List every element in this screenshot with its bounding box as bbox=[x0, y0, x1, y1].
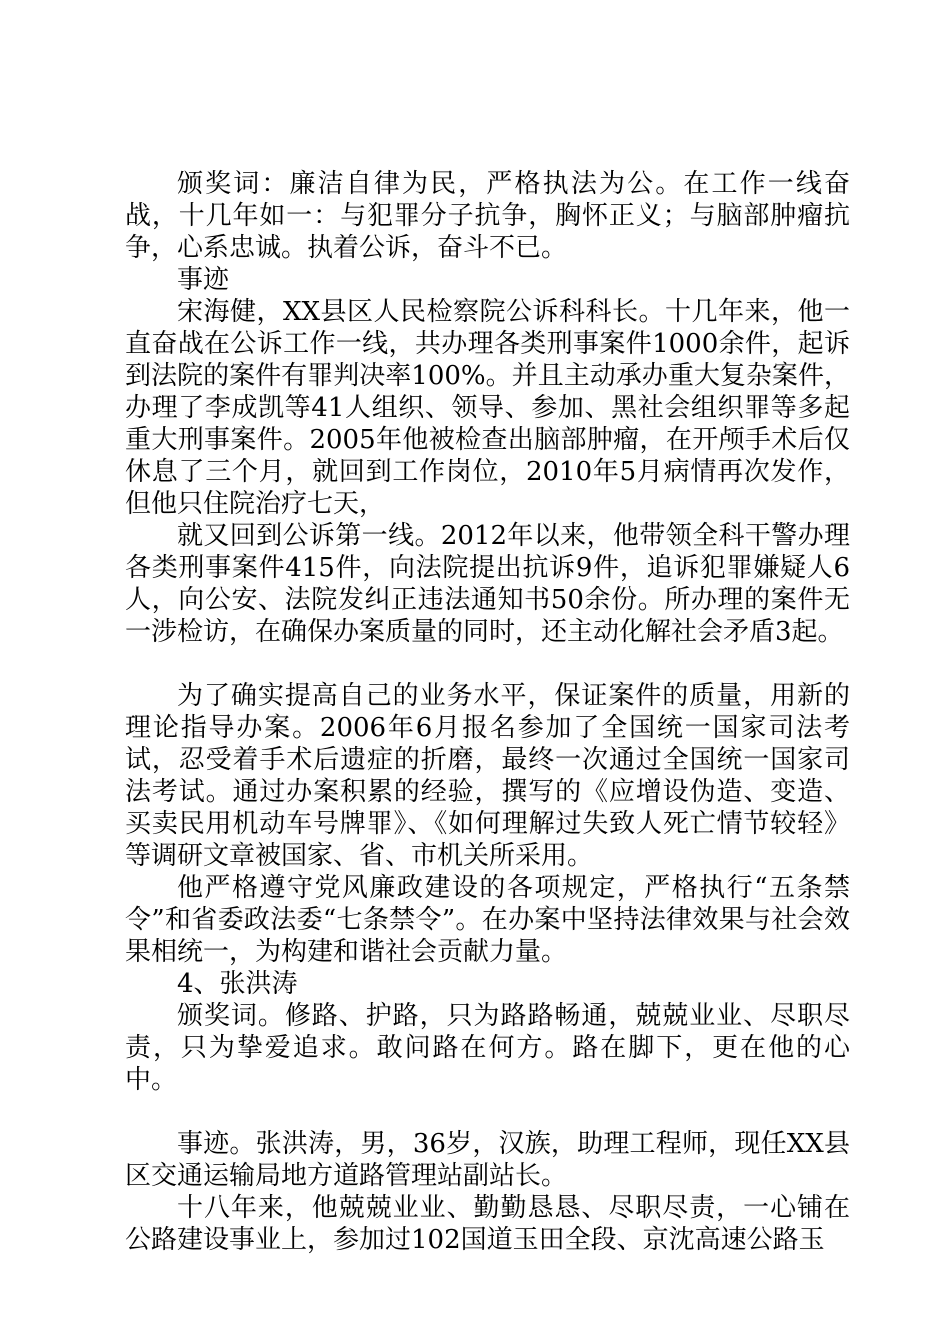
paragraph-spacer bbox=[125, 1096, 850, 1128]
deeds-paragraph-1: 宋海健，XX县区人民检察院公诉科科长。十几年来，他一直奋战在公诉工作一线，共办理各类刑事案件1000余件，起诉到法院的案件有罪判决率100%。并且主动承办重大复杂案件，办理了李成凯等41人组织、领导、参加、黑社会组织罪等多起重大刑事案件。2005年他被检查出脑部肿瘤，在开颅手术后仅休息了三个月，就回到工作岗位，2010年5月病情再次发作，但他只住院治疗七天， bbox=[125, 297, 850, 519]
award-citation-paragraph-1: 颁奖词：廉洁自律为民，严格执法为公。在工作一线奋战，十几年如一：与犯罪分子抗争，胸怀正义；与脑部肿瘤抗争，心系忠诚。执着公诉，奋斗不已。 bbox=[125, 169, 850, 263]
deeds-paragraph-2: 就又回到公诉第一线。2012年以来，他带领全科干警办理各类刑事案件415件，向法院提出抗诉9件，追诉犯罪嫌疑人6人，向公安、法院发纠正违法通知书50余份。所办理的案件无一涉检访，在确保办案质量的同时，还主动化解社会矛盾3起。 bbox=[125, 521, 850, 647]
deeds-heading-1: 事迹 bbox=[177, 265, 230, 295]
award-citation-paragraph-2: 颁奖词。修路、护路，只为路路畅通，兢兢业业、尽职尽责，只为挚爱追求。敢问路在何方。路在脚下，更在他的心中。 bbox=[125, 1001, 850, 1095]
section-heading-4: 4、张洪涛 bbox=[177, 969, 298, 999]
deeds-paragraph-5: 事迹。张洪涛，男，36岁，汉族，助理工程师，现任XX县区交通运输局地方道路管理站副站长。 bbox=[125, 1129, 850, 1191]
paragraph-spacer bbox=[125, 648, 850, 680]
deeds-paragraph-6: 十八年来，他兢兢业业、勤勤恳恳、尽职尽责，一心铺在公路建设事业上，参加过102国道玉田全段、京沈高速公路玉 bbox=[125, 1193, 850, 1255]
deeds-paragraph-3: 为了确实提高自己的业务水平，保证案件的质量，用新的理论指导办案。2006年6月报名参加了全国统一国家司法考试，忍受着手术后遗症的折磨，最终一次通过全国统一国家司法考试。通过办案积累的经验，撰写的《应增设伪造、变造、买卖民用机动车号牌罪》、《如何理解过失致人死亡情节较轻》等调研文章被国家、省、市机关所采用。 bbox=[125, 681, 850, 871]
deeds-paragraph-4: 他严格遵守党风廉政建设的各项规定，严格执行“五条禁令”和省委政法委“七条禁令”。在办案中坚持法律效果与社会效果相统一，为构建和谐社会贡献力量。 bbox=[125, 873, 850, 967]
document-body bbox=[125, 168, 850, 1256]
